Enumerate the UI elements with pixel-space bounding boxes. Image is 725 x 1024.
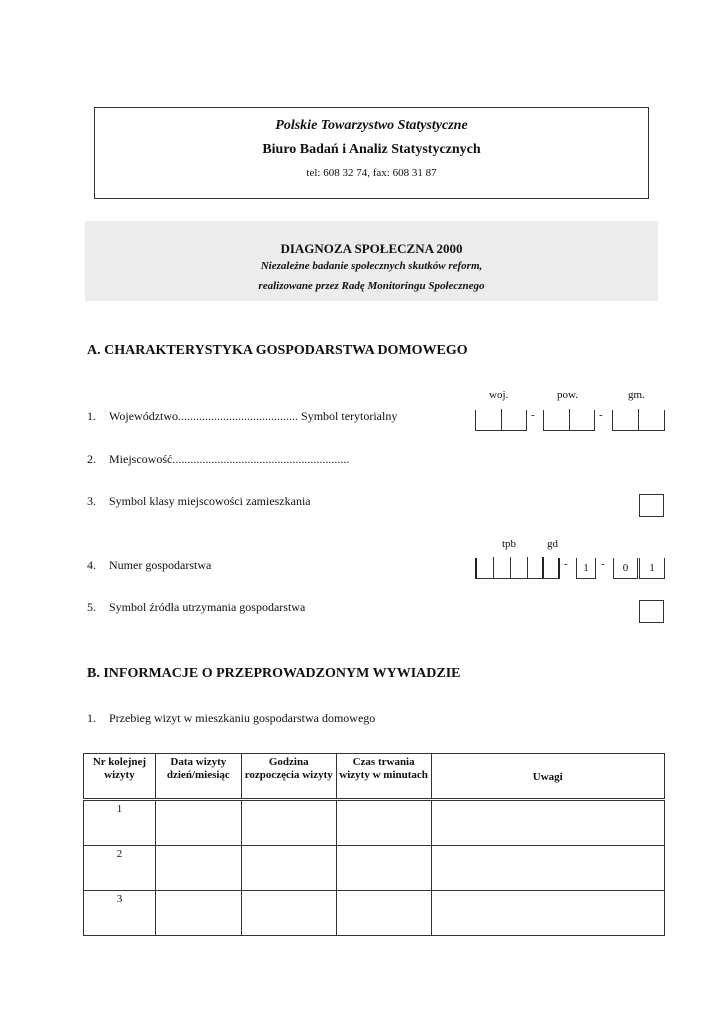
visit-date-cell[interactable]	[155, 846, 241, 891]
start-time-cell[interactable]	[241, 891, 336, 936]
item-text: Symbol klasy miejscowości zamieszkania	[109, 494, 311, 508]
dash-2: -	[599, 409, 603, 421]
dash-4: -	[601, 558, 605, 570]
household-digit-1[interactable]: 1	[576, 558, 596, 579]
contact-info: tel: 608 32 74, fax: 608 31 87	[306, 167, 437, 179]
start-time-cell[interactable]	[241, 800, 336, 846]
dash-1: -	[531, 409, 535, 421]
household-digit-3[interactable]: 1	[639, 558, 665, 579]
table-row	[84, 891, 665, 936]
header-duration: Czas trwania wizyty w minutach	[336, 754, 431, 800]
item-locality-class	[87, 494, 467, 510]
item-visit-history	[87, 711, 467, 727]
visit-date-cell[interactable]	[155, 800, 241, 846]
visits-table	[83, 753, 665, 936]
item-text: Województwo........................................ Symbol terytorialny	[109, 409, 398, 423]
dash-3: -	[564, 558, 568, 570]
item-number: 1.	[87, 711, 96, 725]
header-visit-number: Nr kolejnej wizyty	[84, 754, 156, 800]
bureau-name: Biuro Badań i Analiz Statystycznych	[262, 142, 481, 157]
household-digit-2[interactable]: 0	[613, 558, 638, 579]
item-number: 3.	[87, 494, 96, 508]
label-pow: pow.	[557, 389, 578, 401]
survey-banner	[85, 221, 658, 301]
start-time-cell[interactable]	[241, 846, 336, 891]
income-source-box[interactable]	[639, 600, 664, 623]
duration-cell[interactable]	[336, 846, 431, 891]
header-visit-date: Data wizyty dzień/miesiąc	[155, 754, 241, 800]
remarks-cell[interactable]	[431, 891, 664, 936]
item-text: Przebieg wizyt w mieszkaniu gospodarstwa domowego	[109, 711, 376, 725]
territorial-gm-box[interactable]	[612, 410, 665, 431]
visit-date-cell[interactable]	[155, 891, 241, 936]
table-row	[84, 800, 665, 846]
remarks-cell[interactable]	[431, 846, 664, 891]
table-header-row	[84, 754, 665, 800]
survey-title: DIAGNOZA SPOŁECZNA 2000	[280, 241, 463, 256]
item-number: 2.	[87, 452, 96, 466]
header-start-time: Godzina rozpoczęcia wizyty	[241, 754, 336, 800]
item-voivodeship	[87, 409, 467, 425]
remarks-cell[interactable]	[431, 800, 664, 846]
duration-cell[interactable]	[336, 891, 431, 936]
label-woj: woj.	[489, 389, 509, 401]
item-text: Numer gospodarstwa	[109, 558, 212, 572]
visit-number-cell: 2	[84, 846, 156, 891]
organization-name: Polskie Towarzystwo Statystyczne	[275, 118, 468, 133]
household-tpb-gd-box[interactable]	[475, 558, 560, 579]
label-gd: gd	[547, 538, 558, 550]
item-income-source	[87, 600, 467, 616]
item-text: Symbol źródła utrzymania gospodarstwa	[109, 600, 306, 614]
table-row	[84, 846, 665, 891]
item-number: 5.	[87, 600, 96, 614]
item-locality	[87, 452, 467, 468]
item-household-number	[87, 558, 467, 574]
section-b-title: B. INFORMACJE O PRZEPROWADZONYM WYWIADZIE	[87, 666, 461, 681]
label-tpb: tpb	[502, 538, 517, 550]
territorial-woj-box[interactable]	[475, 410, 527, 431]
survey-subtitle-2: realizowane przez Radę Monitoringu Społecznego	[258, 280, 485, 292]
survey-subtitle-1: Niezależne badanie społecznych skutków reform,	[260, 260, 483, 272]
label-gm: gm.	[628, 389, 645, 401]
item-text: Miejscowość...........................................................	[109, 452, 350, 466]
duration-cell[interactable]	[336, 800, 431, 846]
item-number: 1.	[87, 409, 96, 423]
header-remarks: Uwagi	[431, 754, 664, 800]
territorial-pow-box[interactable]	[543, 410, 595, 431]
locality-class-box[interactable]	[639, 494, 664, 517]
visit-number-cell: 1	[84, 800, 156, 846]
header-box	[94, 107, 649, 199]
section-a-title: A. CHARAKTERYSTYKA GOSPODARSTWA DOMOWEGO	[87, 343, 468, 358]
visit-number-cell: 3	[84, 891, 156, 936]
item-number: 4.	[87, 558, 96, 572]
